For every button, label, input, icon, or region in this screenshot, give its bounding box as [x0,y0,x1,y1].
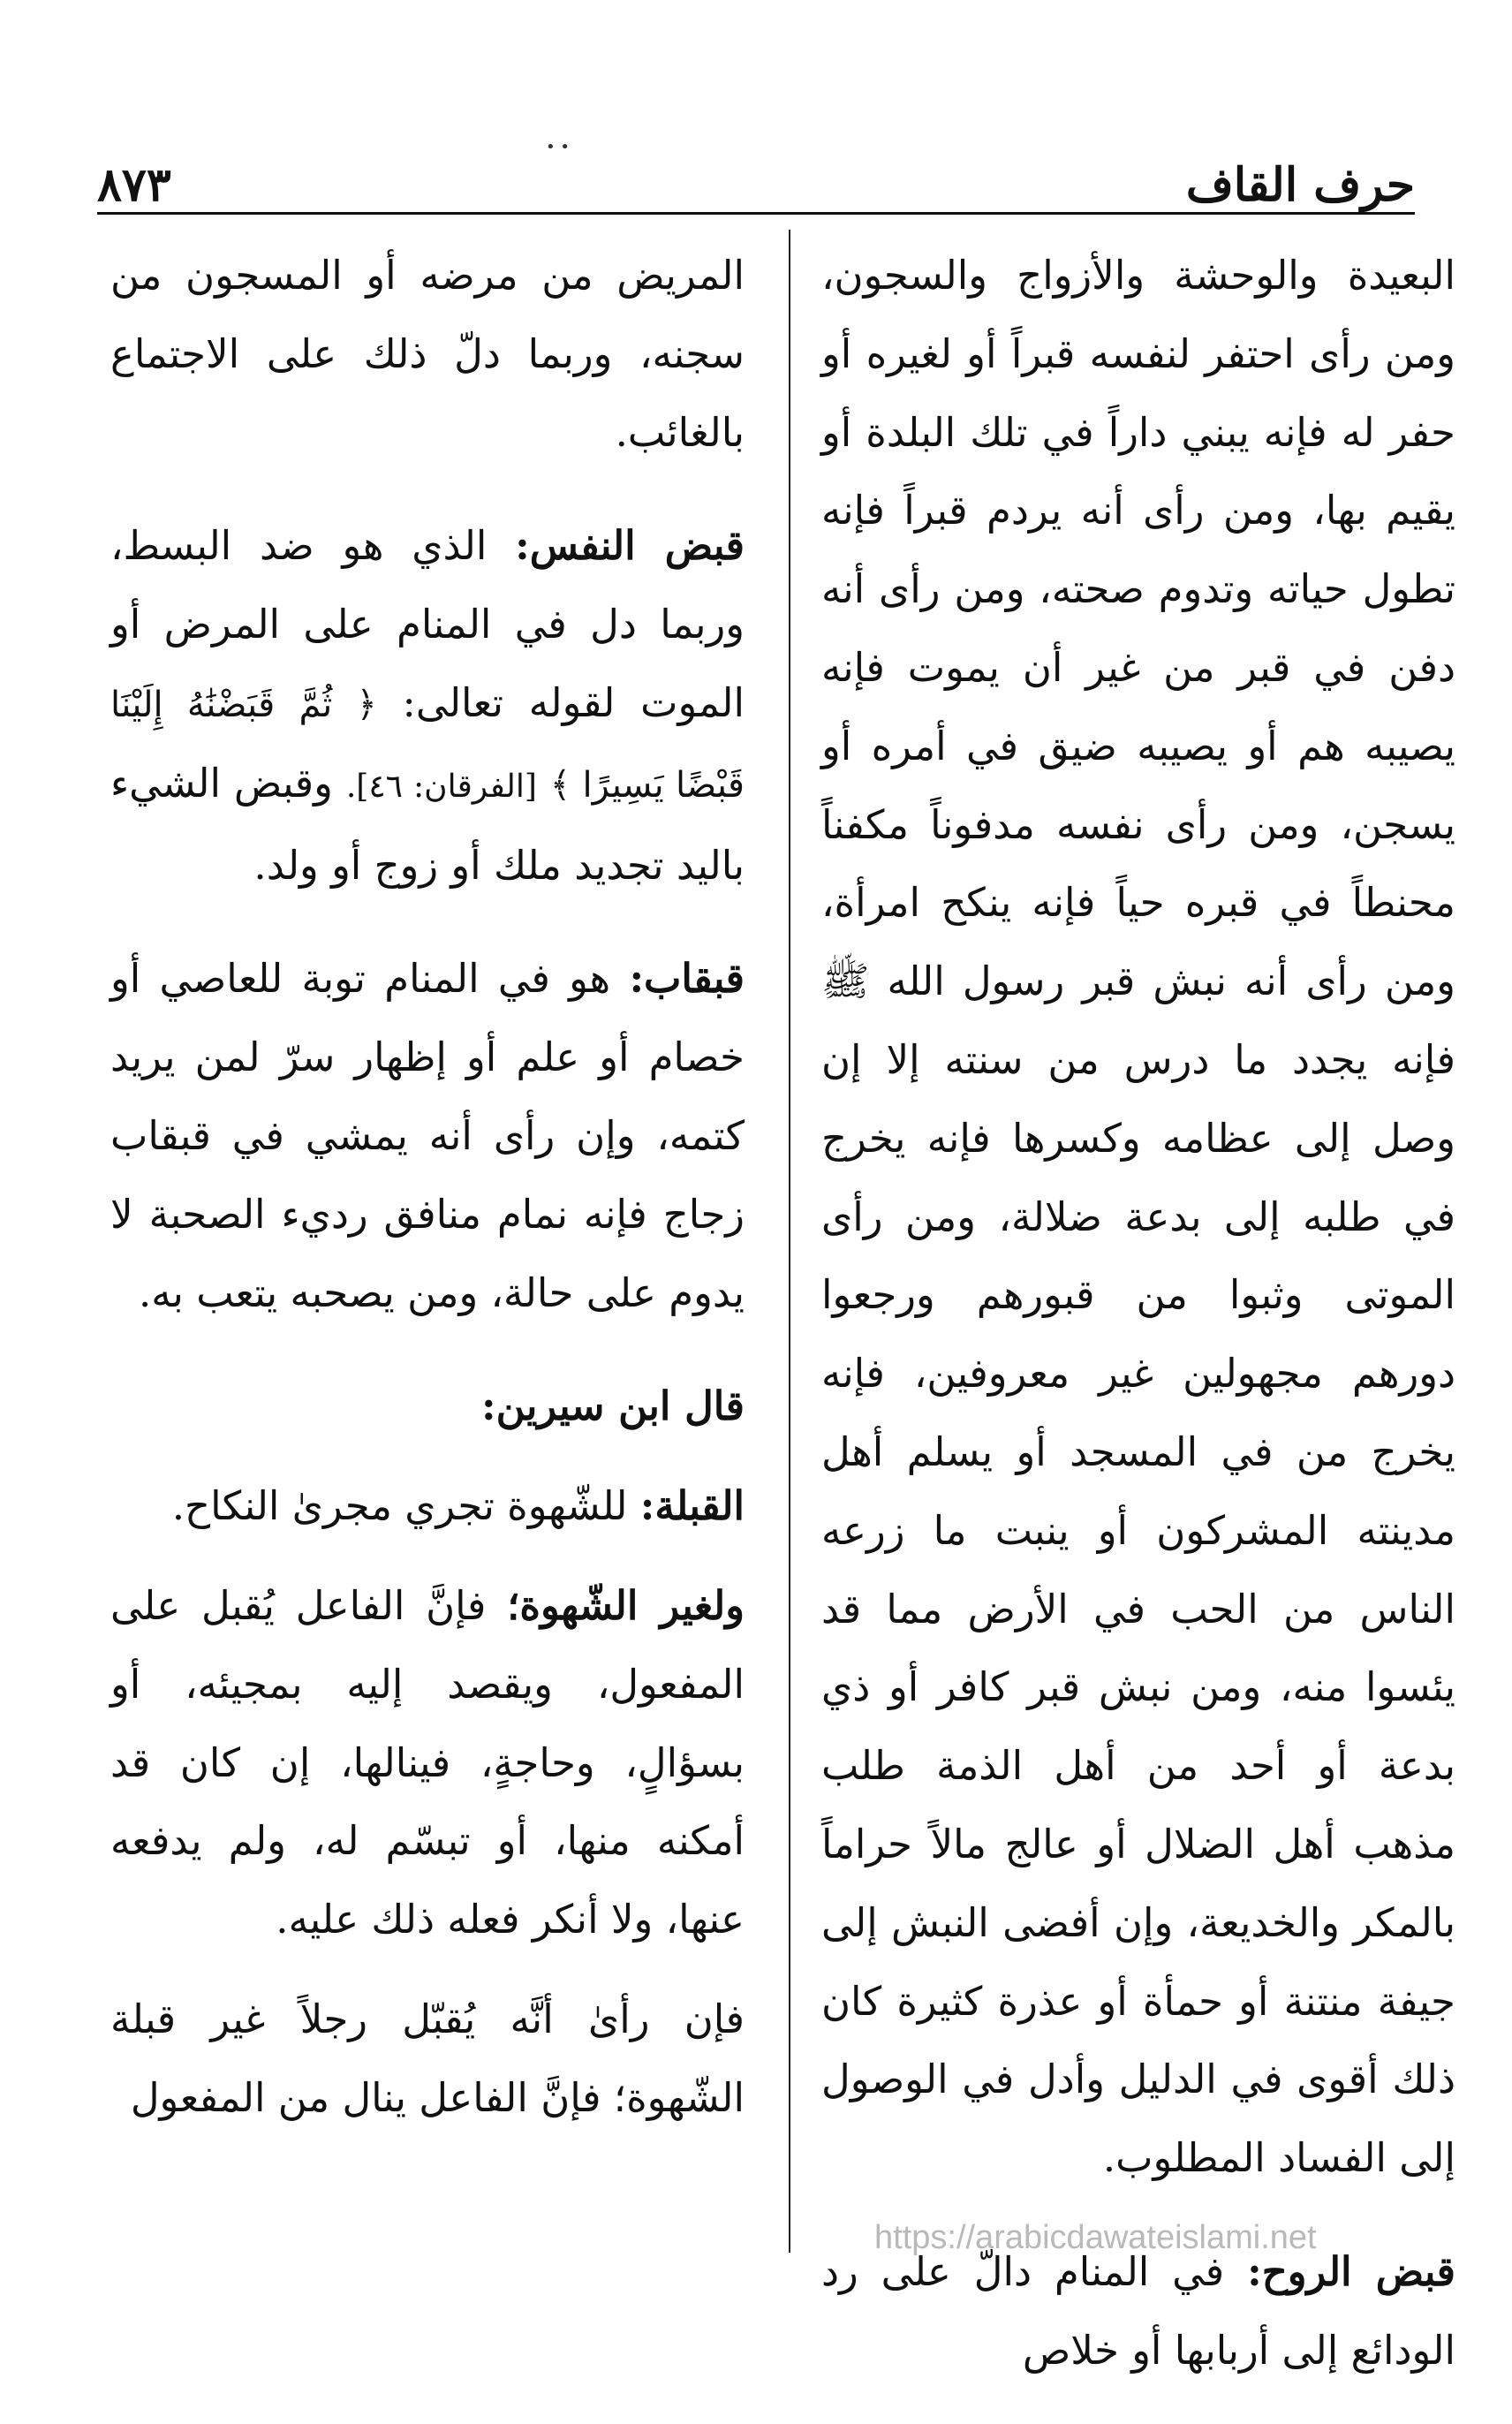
entry-term: قبض الروح: [1247,2247,1455,2295]
entry-text-tail: وقبض الشيء باليد تجديد ملك أو زوج أو ولد. [110,759,745,889]
scan-speck: • • [546,138,570,156]
watermark-url: https://arabicdawateislami.net [874,2219,1317,2256]
section-heading: قال ابن سيرين: [480,1382,745,1430]
page-number: ٨٧٣ [97,158,171,212]
entry-text: للشّهوة تجري مجرىٰ النكاح. [171,1482,628,1530]
entry-term: ولغير الشّهوة؛ [507,1581,745,1629]
paragraph-ghayr-shahwa [110,1567,745,1959]
left-column [110,237,745,2138]
right-column [821,237,1455,2390]
entry-term: قبض النفس: [515,522,745,570]
paragraph-qabd-nafs [110,507,745,905]
column-divider [789,230,790,2253]
entry-text: الذي هو ضد البسط، وربما دل في المنام على المرض أو الموت لقوله تعالى: [110,522,745,726]
verse-reference: [الفرقان: ٤٦]. [345,768,537,805]
quran-verse: ﴿ ثُمَّ قَبَضْنَٰهُ إِلَيْنَا قَبْضًا يَسِيرًا ﴾ [110,684,745,806]
paragraph-kiss: فإن رأىٰ أنَّه يُقبّل رجلاً غير قبلة الشّهوة؛ فإنَّ الفاعل ينال من المفعول [110,1995,745,2121]
entry-term: القبلة: [639,1482,745,1530]
page-header [97,133,1415,212]
entry-text: فإنَّ الفاعل يُقبل على المفعول، ويقصد إليه بمجيئه، أو بسؤالٍ، وحاجةٍ، فينالها، إن كان قد أمكنه منها، أو تبسّم له، ولم يدفعه عنها، ولا أنكر فعله ذلك عليه. [110,1581,745,1943]
header-rule [97,212,1415,215]
paragraph-graves: البعيدة والوحشة والأزواج والسجون، ومن رأى احتفر لنفسه قبراً أو لغيره أو حفر له فإنه يبني داراً في تلك البلدة أو يقيم بها، ومن رأى أنه يردم قبراً فإنه تطول حياته وتدوم صحته، ومن رأى أنه دفن في قبر من غير أن يموت فإنه يصيبه هم أو يصيبه ضيق في أمره أو يسجن، ومن رأى نفسه مدفوناً مكفناً محنطاً في قبره حياً فإنه ينكح امرأة، ومن رأى أنه نبش قبر رسول الله ﷺ فإنه يجدد ما درس من سنته إلا إن وصل إلى عظامه وكسرها فإنه يخرج في طلبه إلى بدعة ضلالة، ومن رأى الموتى وثبوا من قبورهم ورجعوا دورهم مجهولين غير معروفين، فإنه يخرج من في المسجد أو يسلم أهل مدينته المشركون أو ينبت ما زرعه الناس من الحب في الأرض مما قد يئسوا منه، ومن نبش قبر كافر أو ذي بدعة أو أحد من أهل الذمة طلب مذهب أهل الضلال أو عالج مالاً حراماً بالمكر والخديعة، وإن أفضى النبش إلى جيفة منتنة أو حمأة أو عذرة كثيرة كان ذلك أقوى في الدليل وأدل في الوصول إلى الفساد المطلوب. [821,252,1455,2182]
entry-text: هو في المنام توبة للعاصي أو خصام أو علم أو إظهار سرّ لمن يريد كتمه، وإن رأى أنه يمشي في قبقاب زجاج فإنه نمام منافق رديء الصحبة لا يدوم على حالة، ومن يصحبه يتعب به. [110,955,745,1316]
paragraph-qabqab [110,940,745,1332]
chapter-title: حرف القاف [1185,158,1415,212]
paragraph-continuation: المريض من مرضه أو المسجون من سجنه، وربما دلّ ذلك على الاجتماع بالغائب. [110,252,745,456]
entry-term: قبقاب: [629,955,745,1003]
entry-text: في المنام دالّ على رد الودائع إلى أربابها أو خلاص [821,2247,1455,2374]
paragraph-qubla [110,1467,745,1546]
